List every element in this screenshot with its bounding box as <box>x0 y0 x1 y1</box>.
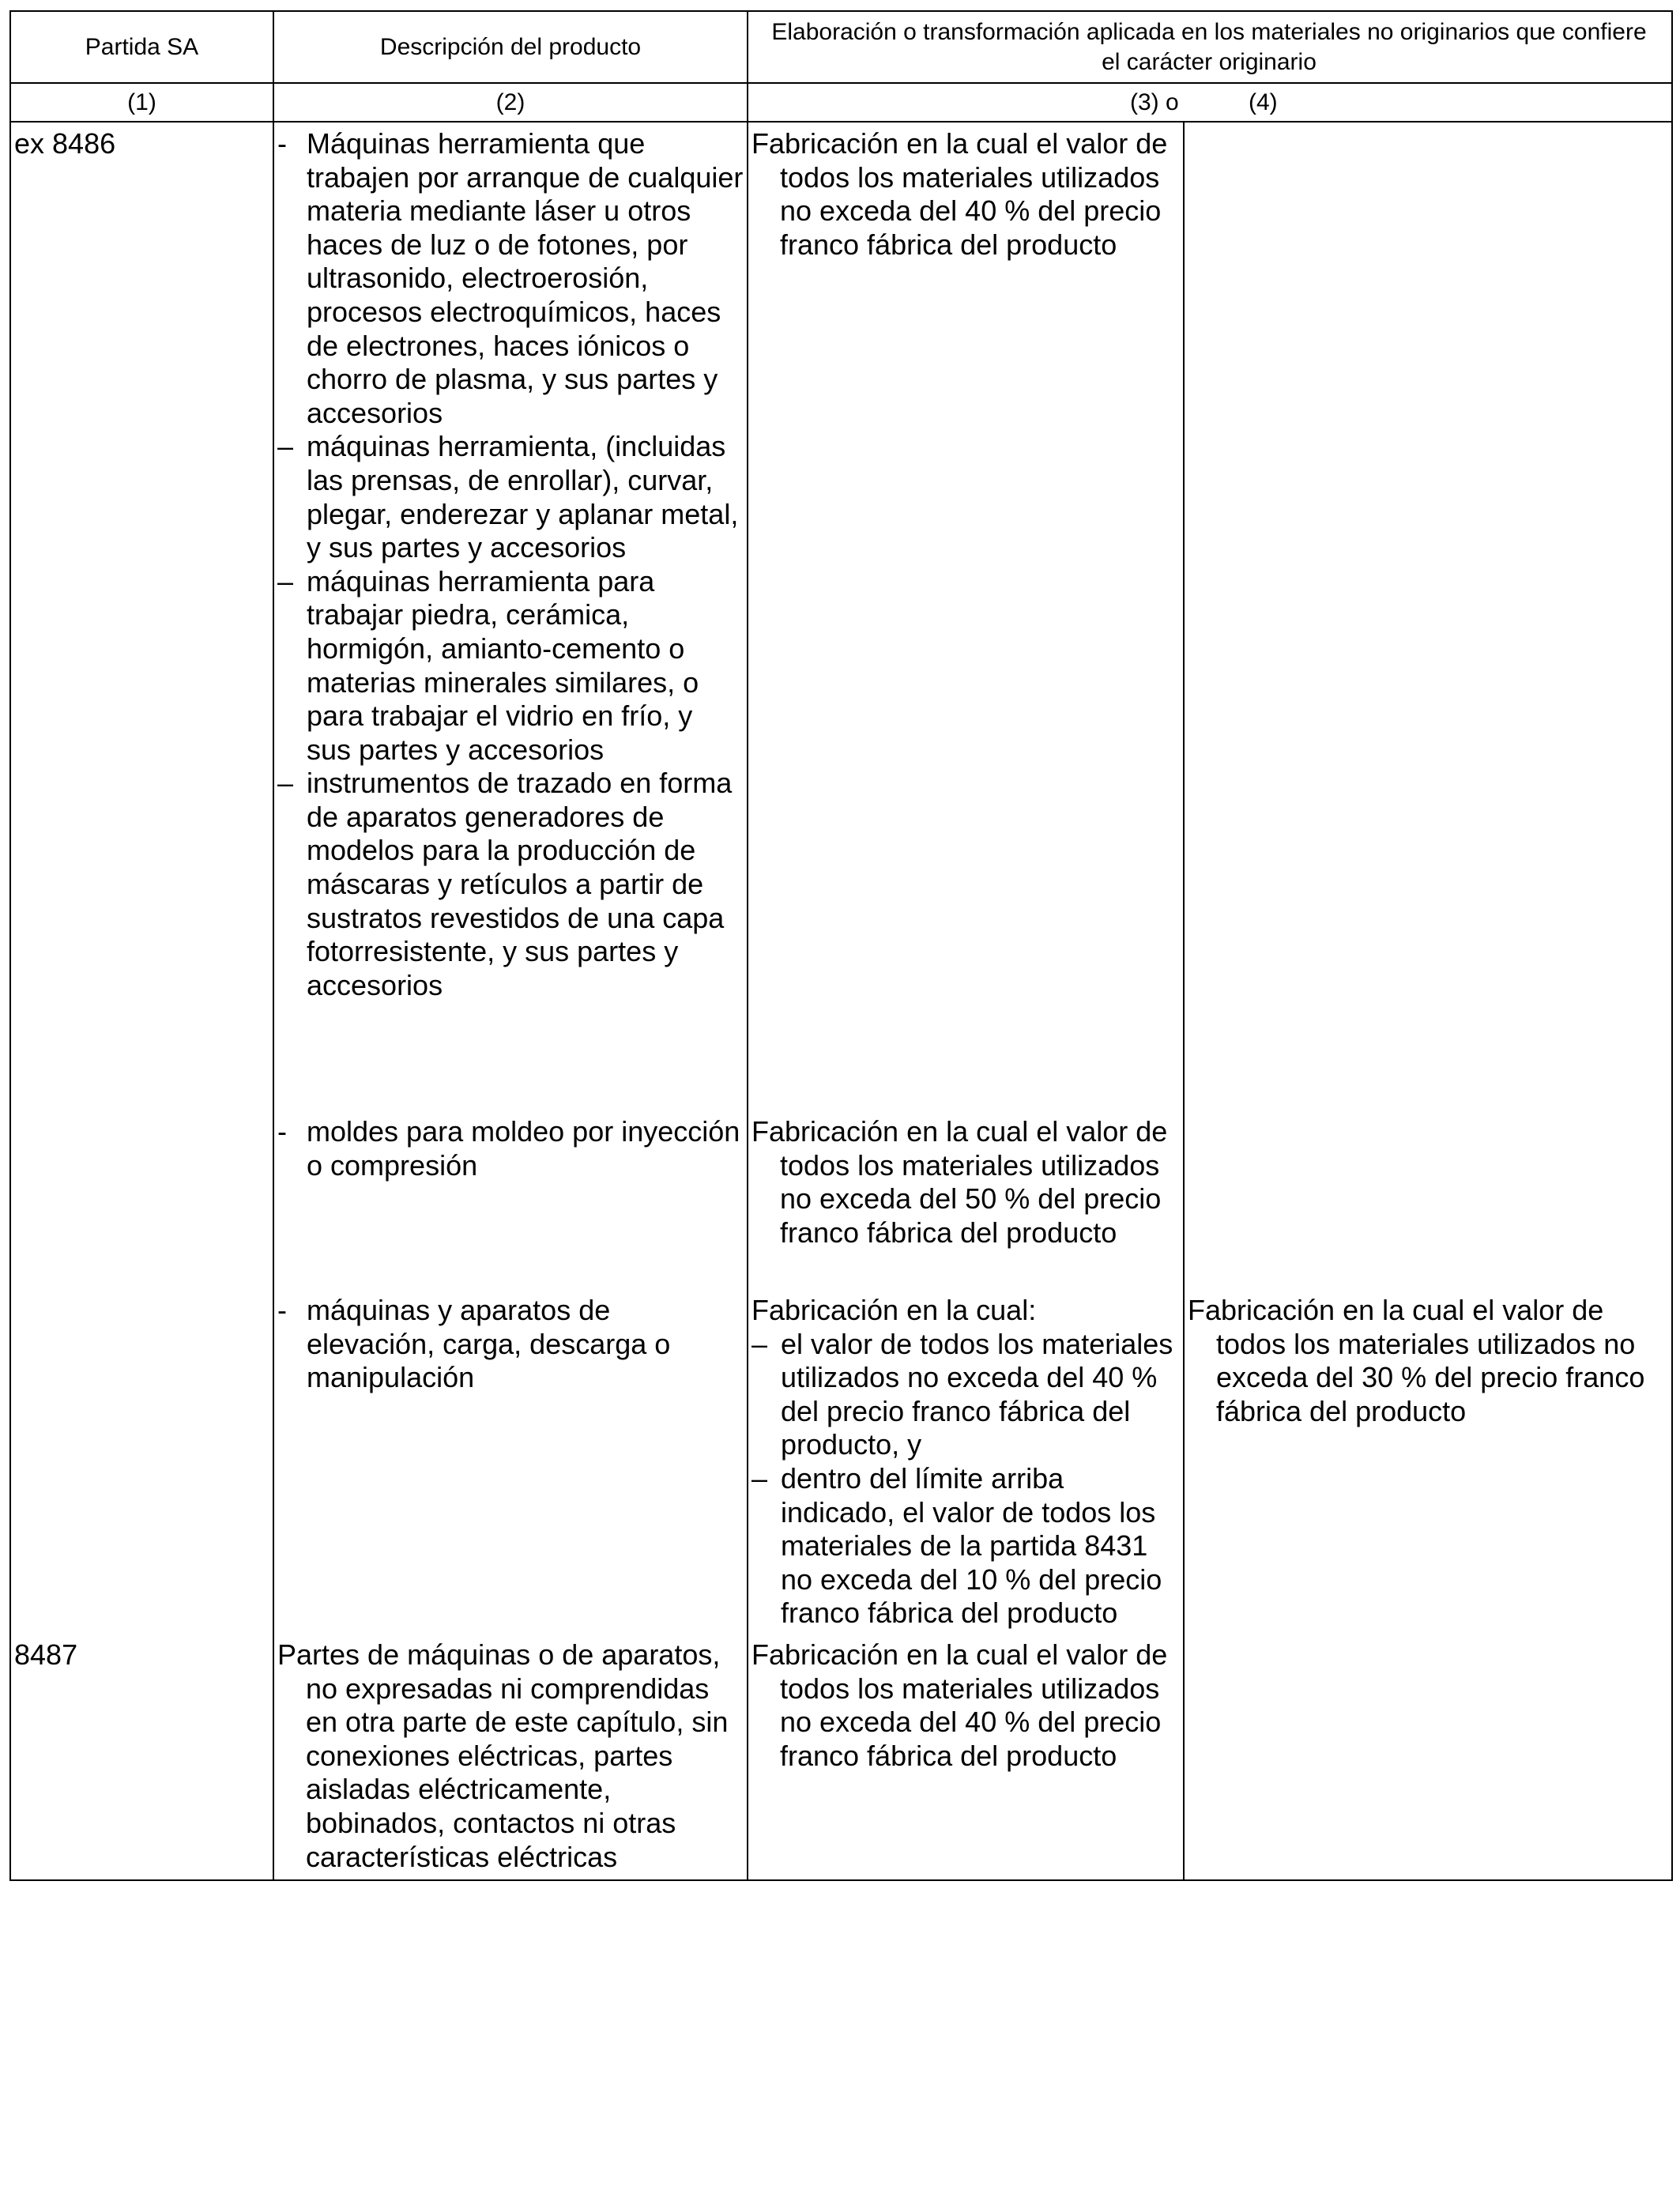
item-text: máquinas y aparatos de elevación, carga, descarga o manipulación <box>307 1294 671 1394</box>
column-number-2: (2) <box>495 89 525 115</box>
list-item <box>277 430 744 564</box>
item-text: Máquinas herramienta que trabajen por arranque de cualquier materia mediante láser u otros haces de luz o de fotones, por ultrasonido, electroerosión, procesos electroquímicos, haces de electrones, haces iónicos o chorro de plasma, y sus partes y accesorios <box>307 127 744 429</box>
item-text: máquinas herramienta, (incluidas las prensas, de enrollar), curvar, plegar, enderezar y aplanar metal, y sus partes y accesorios <box>307 430 739 564</box>
rule-text: Fabricación en la cual el valor de todos los materiales utilizados no exceda del 40 % del precio franco fábrica del producto <box>751 1638 1168 1772</box>
list-item <box>277 1115 744 1182</box>
list-item <box>277 1294 744 1395</box>
row-3-rule-col3 <box>751 1294 1180 1630</box>
row-1-rule-col3 <box>751 127 1180 262</box>
header-cell-description <box>274 12 747 82</box>
row-1-description <box>277 127 744 1002</box>
row-4-description <box>277 1638 744 1874</box>
rule-text: Fabricación en la cual el valor de todos los materiales utilizados no exceda del 50 % del precio franco fábrica del producto <box>751 1115 1168 1249</box>
header-partida-label: Partida SA <box>85 33 199 60</box>
item-text: dentro del límite arriba indicado, el valor de todos los materiales de la partida 8431 no exceda del 10 % del precio franco fábrica del producto <box>781 1461 1162 1630</box>
item-text: instrumentos de trazado en forma de aparatos generadores de modelos para la producción de máscaras y retículos a partir de sustratos revestidos de una capa fotorresistente, y sus partes y accesorios <box>307 767 733 1001</box>
header-cell-elaboration <box>770 12 1648 82</box>
row-4-code: 8487 <box>14 1638 78 1671</box>
list-item <box>751 1328 1180 1462</box>
table-right-border <box>1671 10 1673 1881</box>
bullet-dash: – <box>277 564 294 598</box>
rule-intro: Fabricación en la cual: <box>751 1294 1037 1326</box>
header-description-label: Descripción del producto <box>379 33 642 60</box>
row-3-rule-col4 <box>1188 1294 1668 1428</box>
bullet-hyphen: - <box>277 127 287 160</box>
bullet-hyphen: - <box>277 1115 287 1148</box>
column-divider-3 <box>1183 121 1185 1634</box>
number-cell-1 <box>11 84 273 121</box>
bullet-dash: – <box>277 430 294 463</box>
rule-text: Fabricación en la cual el valor de todos los materiales utilizados no exceda del 40 % del precio franco fábrica del producto <box>751 127 1168 261</box>
list-item <box>751 1462 1180 1630</box>
number-cell-2 <box>274 84 747 121</box>
column-divider-3-lower <box>1183 1634 1185 1881</box>
rule-text: Fabricación en la cual el valor de todos los materiales utilizados no exceda del 30 % del precio franco fábrica del producto <box>1188 1294 1645 1427</box>
column-divider-2 <box>747 10 748 1881</box>
row-4-rule-col3 <box>751 1638 1180 1773</box>
row-1-code: ex 8486 <box>14 127 116 160</box>
list-item <box>277 767 744 1002</box>
item-text: moldes para moldeo por inyección o compresión <box>307 1115 740 1182</box>
header-elaboration-label: Elaboración o transformación aplicada en los materiales no originarios que confiere el carácter originario <box>771 18 1647 75</box>
column-number-4: (4) <box>1249 89 1278 115</box>
column-number-3: (3) o <box>1130 89 1179 115</box>
item-text: el valor de todos los materiales utilizados no exceda del 40 % del precio franco fábrica del producto, y <box>781 1327 1173 1461</box>
row-2-rule-col3 <box>751 1115 1180 1250</box>
bullet-hyphen: - <box>277 1294 287 1326</box>
row-3-description <box>277 1294 744 1395</box>
numbering-bottom-border <box>9 121 1673 123</box>
list-item <box>277 127 744 430</box>
row-2-description <box>277 1115 744 1182</box>
column-divider-1 <box>273 10 274 1881</box>
list-item <box>277 565 744 767</box>
table-left-border <box>9 10 11 1881</box>
bullet-dash: – <box>751 1327 768 1360</box>
bullet-dash: – <box>751 1461 768 1495</box>
item-text: máquinas herramienta para trabajar piedra, cerámica, hormigón, amianto-cemento o materias minerales similares, o para trabajar el vidrio en frío, y sus partes y accesorios <box>307 564 699 766</box>
table-bottom-border <box>9 1879 1673 1881</box>
header-cell-partida <box>11 12 273 82</box>
bullet-dash: – <box>277 767 294 800</box>
column-number-1: (1) <box>127 89 156 115</box>
description-text: Partes de máquinas o de aparatos, no expresadas ni comprendidas en otra parte de este capítulo, sin conexiones eléctricas, partes aisladas eléctricamente, bobinados, contactos ni otras características eléctricas <box>277 1638 729 1873</box>
